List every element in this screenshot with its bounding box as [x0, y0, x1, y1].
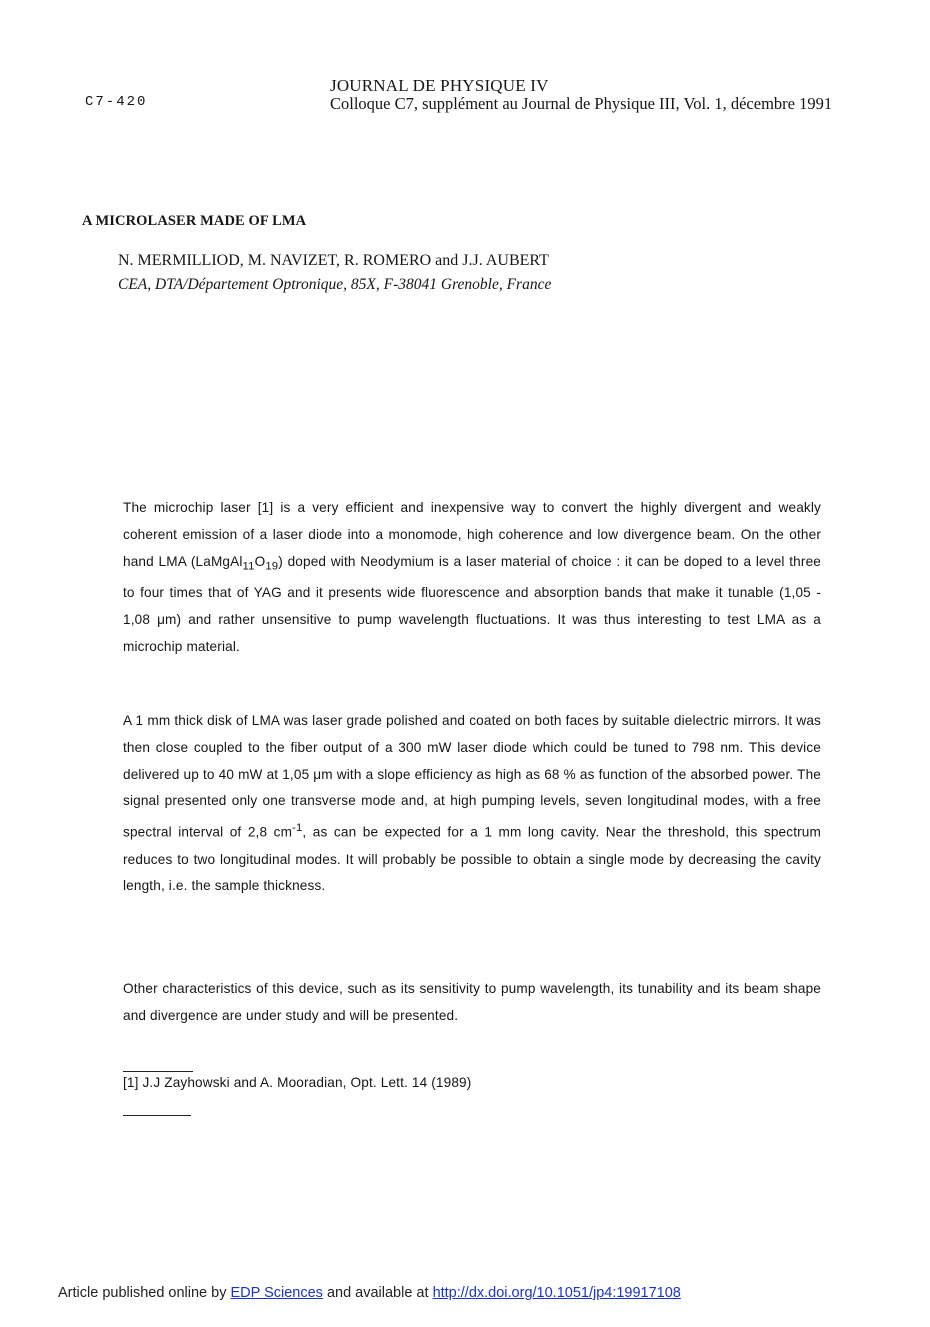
paragraph-results: [123, 708, 821, 900]
journal-title: JOURNAL DE PHYSIQUE IV: [330, 76, 549, 95]
paragraph-text: , as can be expected for a 1 mm long cavity. Near the threshold, this spectrum reduces to two longitudinal modes. It will probably be possible to obtain a single mode by decreasing the cavity length, i.e. the sample thickness.: [123, 824, 821, 894]
page-number: C7-420: [85, 94, 148, 110]
superscript: -1: [292, 822, 303, 835]
publisher-link[interactable]: EDP Sciences: [230, 1285, 323, 1301]
paragraph-text: O: [254, 553, 266, 569]
footnote-divider: [123, 1071, 193, 1072]
paragraph-intro: [123, 495, 821, 661]
footer-middle: and available at: [322, 1285, 433, 1301]
authors: N. MERMILLIOD, M. NAVIZET, R. ROMERO and J.J. AUBERT: [118, 252, 549, 269]
affiliation: CEA, DTA/Département Optronique, 85X, F-38041 Grenoble, France: [118, 276, 552, 293]
subscript: 19: [265, 560, 279, 573]
footnote-divider-bottom: [123, 1115, 191, 1116]
paragraph-text: A 1 mm thick disk of LMA was laser grade polished and coated on both faces by suitable dielectric mirrors. It was then close coupled to the fiber output of a 300 mW laser diode which could be tuned to 798 nm. This device delivered up to 40 mW at 1,05 μm with a slope efficiency as high as 68 % as function of the absorbed power. The signal presented only one transverse mode and, at high pumping levels, seven longitudinal modes, with a free spectral interval of 2,8 cm: [123, 713, 821, 840]
footer-prefix: Article published online by: [58, 1285, 231, 1301]
article-title: A MICROLASER MADE OF LMA: [82, 213, 307, 229]
publication-footer: [58, 1285, 681, 1301]
journal-subtitle: Colloque C7, supplément au Journal de Physique III, Vol. 1, décembre 1991: [330, 94, 833, 113]
paragraph-outlook: Other characteristics of this device, such as its sensitivity to pump wavelength, its tunability and its beam shape and divergence are under study and will be presented.: [123, 981, 821, 1023]
footnote-reference: [1] J.J Zayhowski and A. Mooradian, Opt. Lett. 14 (1989): [123, 1075, 472, 1090]
paragraph-text: ) doped with Neodymium is a laser material of choice : it can be doped to a level three to four times that of YAG and it presents wide fluorescence and absorption bands that make it tunable (1,05 - 1,08 μm) and rather unsensitive to pump wavelength fluctuations. It was thus interesting to test LMA as a microchip material.: [123, 553, 821, 654]
doi-link[interactable]: http://dx.doi.org/10.1051/jp4:19917108: [432, 1285, 681, 1301]
subscript: 11: [242, 560, 255, 573]
paragraph-text: The microchip laser [1] is a very efficient and inexpensive way to convert the highly divergent and weakly coherent emission of a laser diode into a monomode, high coherence and low divergence beam. On the other hand LMA (LaMgAl: [123, 500, 821, 569]
